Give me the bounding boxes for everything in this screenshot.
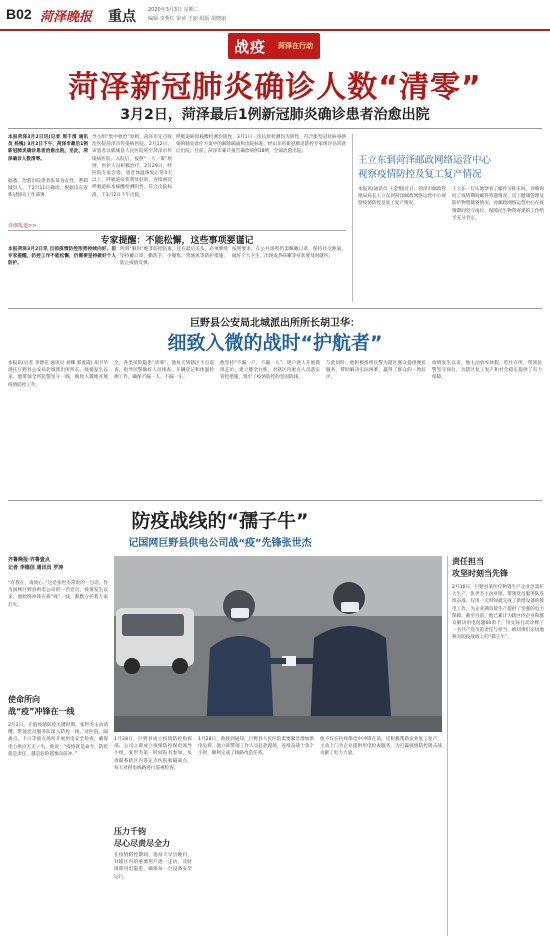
article2-title: 专家提醒：不能松懈，这些事项要谨记 xyxy=(100,236,254,246)
article4-title: 细致入微的战时“护航者” xyxy=(167,332,383,354)
article3-title-line2: 视察疫情防控及复工复产情况 xyxy=(358,169,482,180)
column-divider-top xyxy=(352,134,353,302)
article4-col1: 本报讯(记者 李德信 通讯员 刘娜 郭爱霞) 胡卫华现任巨野县公安局北城派出所所长。疫情发生以来，他带领全所民警坚守一线，细致入微地开展疫情防控工作。 xyxy=(8,361,108,388)
article2-col1: 本报菏泽3月2日讯 目前疫情防控形势持续向好，但专家提醒，防控工作不能松懈，仍需要坚持做好个人防护。 xyxy=(8,247,116,267)
article5-subtitle: 记国网巨野县供电公司战“疫”先锋张世杰 xyxy=(128,538,312,549)
article1-col1: 据悉，治愈出院患者张某为女性，系郓城县人，于2月11日确诊，根据山东省新冠肺炎工作部署 xyxy=(8,179,88,199)
article5-title: 防疫战线的“孺子牛” xyxy=(131,510,309,532)
article1-col2: 导小组“集中收治”原则，菏泽市定点收治医院菏泽市传染病医院，2月12日，该患者以郓城县人民医院转至菏泽市传染病医院。入院后，按照“一人一策”原则，医护人员积极治疗。2月29日，经医院专家会诊，患者体温恢复正常3天以上，呼吸道症状明显好转，连续两次呼吸道标本核酸检测阴性，符合出院标准，于3月2日下午出院。 xyxy=(92,135,172,198)
article5-col2-bottom: 在疫情防控期间，他每天早出晚归，对辖区内的重要用户逐一走访，及时排除用电隐患，确保每一台设备安全运行。 xyxy=(114,853,192,880)
article2-col3: 按照要求，在公共场所仍需佩戴口罩，保持社交距离，做好个人卫生，出现发热咳嗽等症状要及时就医。 xyxy=(232,247,346,260)
section-name: 重点 xyxy=(108,9,136,25)
article6-title-line1: 责任担当 xyxy=(452,557,484,566)
campaign-banner-sub: 菏泽在行动 xyxy=(278,42,313,50)
article5-col1-top: “有我在，请放心。”这是张世杰常说的一句话。作为国网巨野县供电公司的一名党员，疫情发生以来，他始终冲锋在战“疫”一线，默默守护着万家灯火。 xyxy=(8,581,108,608)
editor-line: 编辑 李秀红 审读 王丽 组版 胡晓丽 xyxy=(148,16,226,22)
article5-side-title2: 战“疫”冲锋在一线 xyxy=(8,707,75,716)
article5-photo xyxy=(114,556,442,732)
article5-col2: 1月28日，巨野县成立疫情防控指挥部，公司立即成立疫情防控保电领导小组，张世杰第一时间报名参加，负责联系辖区内各定点医院和隔离点，每天对供电线路进行巡视检查。 xyxy=(114,737,192,771)
section-divider-2 xyxy=(8,500,542,501)
section-divider-1 xyxy=(8,308,542,309)
article5-col3: 1月28日，他接到通知，巨野县人民医院需要紧急增加供电负荷，他立即带领工作人员赶赴现场，连续奋战十余个小时，顺利完成了线路改造任务。 xyxy=(198,737,314,757)
article6-title-line2: 攻坚时刻当先锋 xyxy=(452,569,508,578)
article5-col1-bottom: 2月2日，正值疫情防控关键时期，张世杰主动请缨，带领党员服务队深入防控一线，对医院、隔离点、卡口等重点场所开展用电安全检查，确保电力供应万无一失。他说：“疫情就是命令，防控就是责任，越是危险越要向前冲。” xyxy=(8,723,108,757)
article2-col2: 所谓“解封”绝非防控结束，还在最后关头，必须继续坚持戴口罩、勤洗手、少聚集、常通风等防护措施，防止疫情反弹。 xyxy=(120,247,228,267)
article3-col2: 王立东一行实地察看了邮件分拣车间，详细询问了疫情期间邮件寄递情况、员工健康管理及防护物资储备情况，对邮政网络运营中心在疫情期间坚守岗位、保障民生物资寄递的工作给予充分肯定。 xyxy=(452,187,544,221)
article1-byline: 本报菏泽3月2日讯(记者 周千清 通讯员 杨槐) 3月2日下午，菏泽市最后1例新冠肺炎确诊患者治愈出院，至此，菏泽确诊人数清零。 xyxy=(8,135,88,162)
article5-quote1: 压力千钧 xyxy=(114,827,146,836)
article3-col1: 本报讯(通讯员 王金翔)近日，菏泽市邮政管理局局长王立东到菏泽邮政网络运营中心视察疫情防控及复工复产情况。 xyxy=(358,187,446,207)
main-subheadline: 3月2日，菏泽最后1例新冠肺炎确诊患者治愈出院 xyxy=(120,107,430,123)
campaign-banner xyxy=(228,33,320,59)
page-code: B02 xyxy=(6,6,32,22)
campaign-banner-main: 战疫 xyxy=(234,38,267,56)
article4-col2: 全，各类风险隐患“清零”。他每天到辖区卡点巡查，指导民警做好人员排查、车辆登记和体温检测工作，确保不漏一人、不漏一车。 xyxy=(114,361,214,381)
article5-side-title: 使命所向 xyxy=(8,695,40,704)
column-divider-bottom xyxy=(447,556,448,936)
article5-col4: 他不仅在抗疫保电中冲锋在前，还积极帮助企业复工复产，主动上门为企业提供用电检查服务，为打赢疫情防控阻击战贡献了电力力量。 xyxy=(320,737,442,757)
article5-byline: 齐鲁晚报·齐鲁壹点 记者 李德信 通讯员 罗涛 xyxy=(8,557,64,571)
issue-date: 2020年3月3日 星期二 xyxy=(148,7,199,13)
article1-link[interactable]: 详细报道>> xyxy=(8,223,37,229)
article4-col3: 他坚持“不漏一户、不漏一人”，逐户逐人开展摸排走访，建立健全台账，对辖区内重点人员落实管控措施，筑牢了疫情防控的坚固防线。 xyxy=(220,361,320,381)
article3-title-line1: 王立东到菏泽邮政网络运营中心 xyxy=(358,155,492,166)
paper-logo: 菏泽晚报 xyxy=(40,10,93,25)
article4-col5: 疫情发生以来，他主动放弃休假，吃住在所，带领民警坚守岗位，为辖区复工复产和社会稳定提供了有力保障。 xyxy=(432,361,542,381)
article1-divider xyxy=(8,230,346,231)
article5-quote2: 尽心尽责尽全力 xyxy=(114,839,170,848)
page-header xyxy=(0,0,550,30)
article4-kicker: 巨野县公安局北城派出所所长胡卫华： xyxy=(190,318,360,329)
article4-col4: 与此同时，他积极组织民警为辖区群众提供便民服务，帮助解决实际困难，赢得了群众的一致好评。 xyxy=(326,361,426,381)
article6-body: 2月16日，巨野县某医疗物资生产企业急需扩大生产，张世杰主动对接，带领党员服务队连续奋战，仅用一天时间就完成了新增设备的接电工作，为企业满负荷生产提供了坚强的电力保障。截至目前，他已累计为辖区内企业和群众解决用电问题60余个，用实际行动诠释了一名共产党员的责任与担当，被同事们亲切地称为防疫战线上的“孺子牛”。 xyxy=(452,585,544,641)
header-rule xyxy=(0,29,550,31)
headline-rule xyxy=(8,128,542,129)
article1-col3: 呼吸道病原核酸检测均阴性，3月1日一次抗原检测均为阴性，符合新型冠状病毒感染的肺炎诊疗方案中的解除隔离和出院标准，经山东省新冠肺炎防控专家组评估同意后出院。目前，菏泽市累计报告确诊病例18例，全部治愈出院。 xyxy=(176,135,346,155)
photo-illustration xyxy=(114,556,442,732)
main-headline: 菏泽新冠肺炎确诊人数“清零” xyxy=(68,70,482,105)
